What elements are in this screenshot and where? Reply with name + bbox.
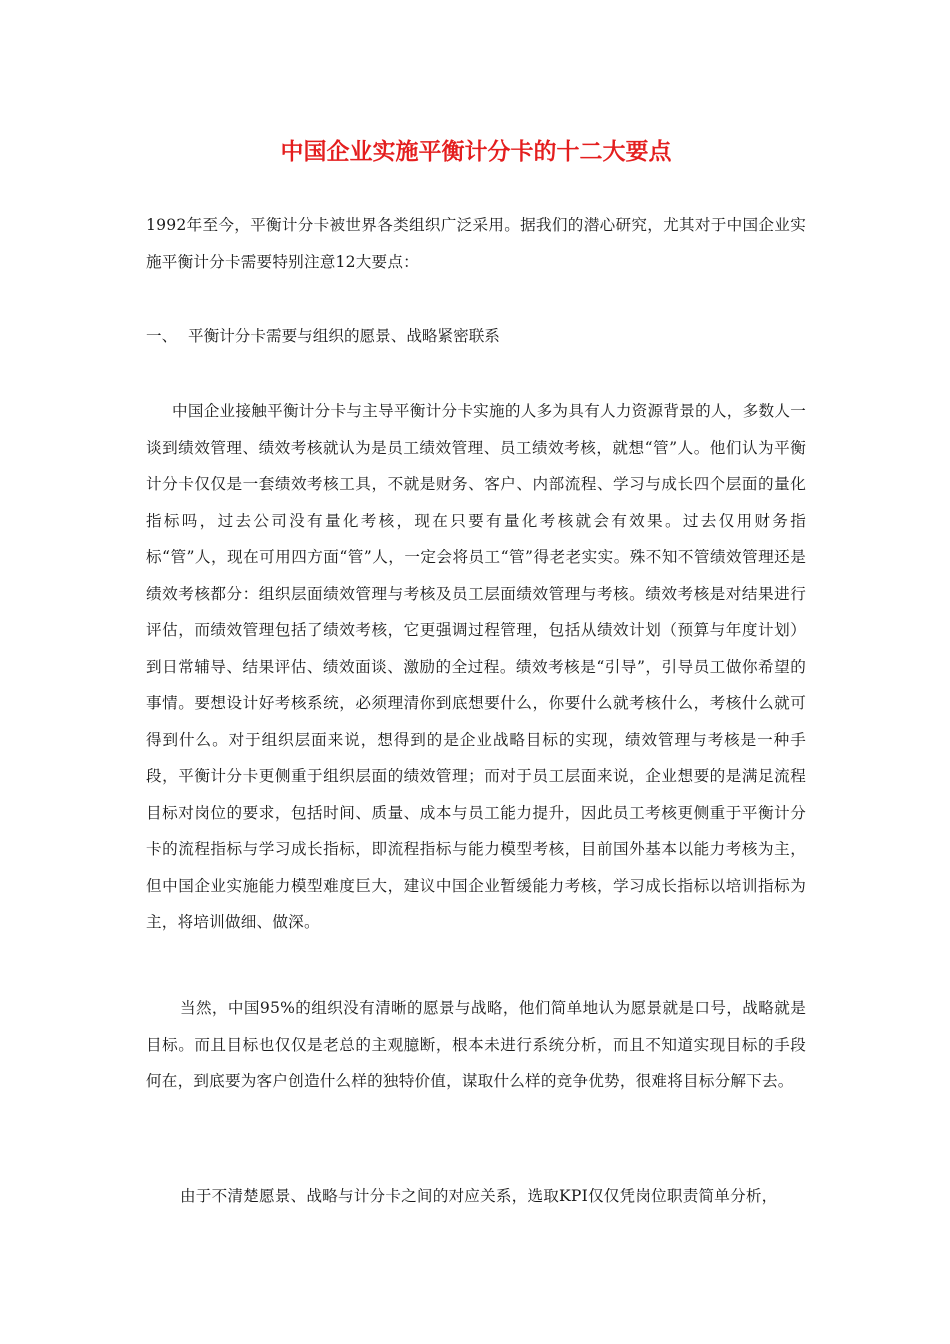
- section-heading-text: 平衡计分卡需要与组织的愿景、战略紧密联系: [188, 327, 500, 345]
- body-paragraph: 当然，中国95%的组织没有清晰的愿景与战略，他们简单地认为愿景就是口号，战略就是目标。而且目标也仅仅是老总的主观臆断，根本未进行系统分析，而且不知道实现目标的手段何在，到底要为客户创造什么样的独特价值，谋取什么样的竞争优势，很难将目标分解下去。: [146, 999, 806, 1090]
- document-title: 中国企业实施平衡计分卡的十二大要点: [280, 138, 672, 165]
- section-heading: [146, 318, 500, 355]
- section-number: 一、: [146, 327, 178, 345]
- body-paragraph: 中国企业接触平衡计分卡与主导平衡计分卡实施的人多为具有人力资源背景的人，多数人一谈到绩效管理、绩效考核就认为是员工绩效管理、员工绩效考核，就想“管”人。他们认为平衡计分卡仅仅是一套绩效考核工具，不就是财务、客户、内部流程、学习与成长四个层面的量化指标吗，过去公司没有量化考核，现在只要有量化考核就会有效果。过去仅用财务指标“管”人，现在可用四方面“管”人，一定会将员工“管”得老老实实。殊不知不管绩效管理还是绩效考核都分：组织层面绩效管理与考核及员工层面绩效管理与考核。绩效考核是对结果进行评估，而绩效管理包括了绩效考核，它更强调过程管理，包括从绩效计划（预算与年度计划）到日常辅导、结果评估、绩效面谈、激励的全过程。绩效考核是“引导”，引导员工做你希望的事情。要想设计好考核系统，必须理清你到底想要什么，你要什么就考核什么，考核什么就可得到什么。对于组织层面来说，想得到的是企业战略目标的实现，绩效管理与考核是一种手段，平衡计分卡更侧重于组织层面的绩效管理；而对于员工层面来说，企业想要的是满足流程目标对岗位的要求，包括时间、质量、成本与员工能力提升，因此员工考核更侧重于平衡计分卡的流程指标与学习成长指标，即流程指标与能力模型考核，目前国外基本以能力考核为主，但中国企业实施能力模型难度巨大，建议中国企业暂缓能力考核，学习成长指标以培训指标为主，将培训做细、做深。: [146, 402, 806, 931]
- body-paragraph: 由于不清楚愿景、战略与计分卡之间的对应关系，选取KPI仅仅凭岗位职责简单分析，: [180, 1187, 778, 1205]
- intro-paragraph: 1992年至今，平衡计分卡被世界各类组织广泛采用。据我们的潜心研究，尤其对于中国企业实施平衡计分卡需要特别注意12大要点：: [146, 216, 806, 271]
